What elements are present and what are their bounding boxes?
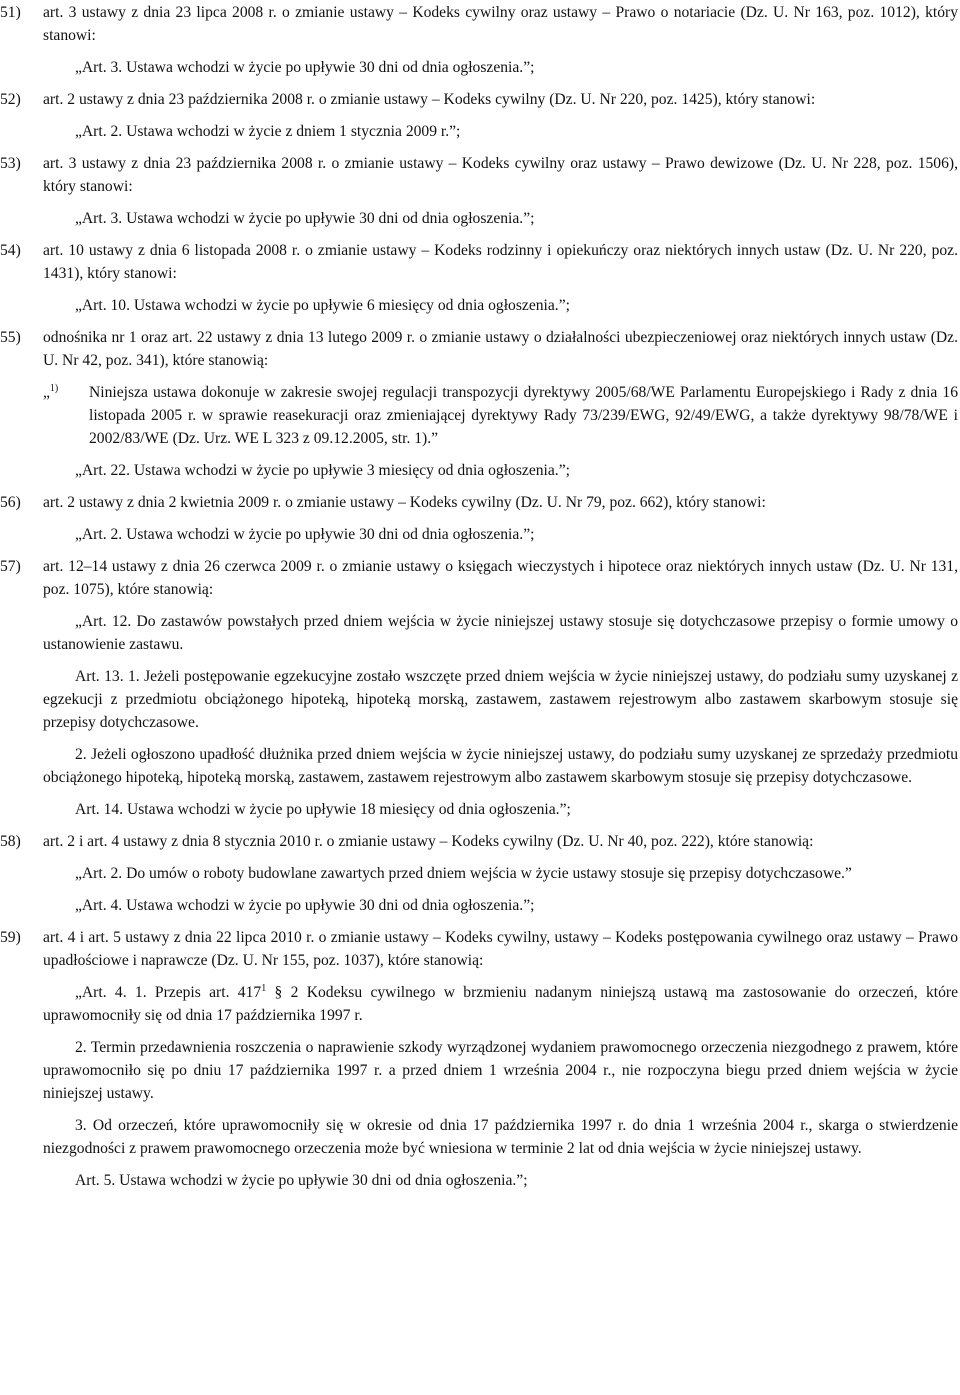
footnote-mark [43,381,89,450]
item-number: 54) [0,242,21,259]
item-text: art. 2 i art. 4 ustawy z dnia 8 stycznia 2010 r. o zmianie ustawy – Kodeks cywilny (Dz. U. Nr 40, poz. 222), które stanowią: [43,833,814,850]
item-number: 51) [0,4,21,21]
list-item-58 [0,830,958,917]
item-text: art. 10 ustawy z dnia 6 listopada 2008 r. o zmianie ustawy – Kodeks rodzinny i opiekuńczy oraz niektórych innych ustaw (Dz. U. Nr 220, poz. 1431), który stanowi: [43,242,958,282]
list-item-53 [0,152,958,230]
list-item-51 [0,1,958,79]
list-item-56 [0,491,958,546]
item-number: 57) [0,558,21,575]
quoted-article: „Art. 2. Ustawa wchodzi w życie z dniem 1 stycznia 2009 r.”; [75,123,461,140]
item-number: 55) [0,329,21,346]
quoted-paragraph: „Art. 4. Ustawa wchodzi w życie po upływie 30 dni od dnia ogłoszenia.”; [75,897,535,914]
item-number: 58) [0,833,21,850]
quoted-article: „Art. 3. Ustawa wchodzi w życie po upływie 30 dni od dnia ogłoszenia.”; [75,210,535,227]
quoted-paragraph: 2. Jeżeli ogłoszono upadłość dłużnika przed dniem wejścia w życie niniejszej ustawy, do podziału sumy uzyskanej ze sprzedaży przedmiotu obciążonego hipoteką, hipoteką morską, zastawem, zastawem rejestrowym albo zastawem skarbowym stosuje się przepisy dotychczasowe. [43,746,958,786]
item-number: 59) [0,929,21,946]
paragraph-text-end: § 2 Kodeksu cywilnego w brzmieniu nadanym niniejszą ustawą ma zastosowanie do orzeczeń, które uprawomocniły się od dnia 17 października 1997 r. [43,984,958,1024]
item-text: art. 3 ustawy z dnia 23 lipca 2008 r. o zmianie ustawy – Kodeks cywilny oraz ustawy – Prawo o notariacie (Dz. U. Nr 163, poz. 1012), który stanowi: [43,4,958,44]
quoted-article: „Art. 2. Ustawa wchodzi w życie po upływie 30 dni od dnia ogłoszenia.”; [75,526,535,543]
item-text: art. 2 ustawy z dnia 2 kwietnia 2009 r. o zmianie ustawy – Kodeks cywilny (Dz. U. Nr 79, poz. 662), który stanowi: [43,494,766,511]
footnote-open-quote: „ [43,384,50,401]
quoted-paragraph [43,981,958,1027]
footnote-text: Niniejsza ustawa dokonuje w zakresie swojej regulacji transpozycji dyrektywy 2005/68/WE Parlamentu Europejskiego i Rady z dnia 16 listopada 2005 r. w sprawie reasekuracji oraz zmieniającej dyrektywy Rady 73/239/EWG, 92/49/EWG, a także dyrektywy 98/78/WE i 2002/83/WE (Dz. Urz. WE L 323 z 09.12.2005, str. 1).” [89,384,958,447]
quoted-paragraph: 3. Od orzeczeń, które uprawomocniły się w okresie od dnia 17 października 1997 r. do dnia 1 września 2004 r., skarga o stwierdzenie niezgodności z prawem prawomocnego orzeczenia może być wniesiona w terminie 2 lat od dnia wejścia w życie niniejszej ustawy. [43,1117,958,1157]
list-item-55 [0,326,958,482]
list-item-59 [0,926,958,1192]
quoted-paragraph: Art. 13. 1. Jeżeli postępowanie egzekucyjne zostało wszczęte przed dniem wejścia w życie niniejszej ustawy, do podziału sumy uzyskanej z egzekucji z przedmiotu obciążonego hipoteką, hipoteką morską, zastawem, zastawem rejestrowym albo zastawem skarbowym stosuje się przepisy dotychczasowe. [43,668,958,731]
list-item-54 [0,239,958,317]
quoted-paragraph: Art. 5. Ustawa wchodzi w życie po upływie 30 dni od dnia ogłoszenia.”; [75,1172,528,1189]
superscript-number: 1 [261,982,267,994]
item-number: 56) [0,494,21,511]
item-text: art. 3 ustawy z dnia 23 października 2008 r. o zmianie ustawy – Kodeks cywilny oraz ustawy – Prawo dewizowe (Dz. U. Nr 228, poz. 1506), który stanowi: [43,155,958,195]
quoted-article: „Art. 10. Ustawa wchodzi w życie po upływie 6 miesięcy od dnia ogłoszenia.”; [75,297,570,314]
quoted-paragraph: „Art. 2. Do umów o roboty budowlane zawartych przed dniem wejścia w życie ustawy stosuje się przepisy dotychczasowe.” [75,865,852,882]
item-text: odnośnika nr 1 oraz art. 22 ustawy z dnia 13 lutego 2009 r. o zmianie ustawy o działalności ubezpieczeniowej oraz niektórych innych ustaw (Dz. U. Nr 42, poz. 341), które stanowią: [43,329,958,369]
list-item-52 [0,88,958,143]
item-text: art. 2 ustawy z dnia 23 października 2008 r. o zmianie ustawy – Kodeks cywilny (Dz. U. Nr 220, poz. 1425), który stanowi: [43,91,816,108]
quoted-article: „Art. 22. Ustawa wchodzi w życie po upływie 3 miesięcy od dnia ogłoszenia.”; [75,462,570,479]
quoted-paragraph: 2. Termin przedawnienia roszczenia o naprawienie szkody wyrządzonej wydaniem prawomocnego orzeczenia niezgodnego z prawem, które uprawomocniło się po dniu 17 października 1997 r. a przed dniem 1 września 2004 r., nie rozpoczyna biegu przed dniem wejścia w życie niniejszej ustawy. [43,1039,958,1102]
item-text: art. 12–14 ustawy z dnia 26 czerwca 2009 r. o zmianie ustawy o księgach wieczystych i hipotece oraz niektórych innych ustaw (Dz. U. Nr 131, poz. 1075), które stanowią: [43,558,958,598]
item-text: art. 4 i art. 5 ustawy z dnia 22 lipca 2010 r. o zmianie ustawy – Kodeks cywilny, ustawy – Kodeks postępowania cywilnego oraz ustawy – Prawo upadłościowe i naprawcze (Dz. U. Nr 155, poz. 1037), które stanowią: [43,929,958,969]
list-item-57 [0,555,958,821]
item-number: 52) [0,91,21,108]
footnote [43,381,958,450]
quoted-paragraph: „Art. 12. Do zastawów powstałych przed dniem wejścia w życie niniejszej ustawy stosuje się dotychczasowe przepisy o formie umowy o ustanowienie zastawu. [43,613,958,653]
quoted-article: „Art. 3. Ustawa wchodzi w życie po upływie 30 dni od dnia ogłoszenia.”; [75,59,535,76]
item-number: 53) [0,155,21,172]
footnote-number: 1) [49,382,59,394]
quoted-paragraph: Art. 14. Ustawa wchodzi w życie po upływie 18 miesięcy od dnia ogłoszenia.”; [75,801,571,818]
paragraph-text-start: „Art. 4. 1. Przepis art. 417 [75,984,262,1001]
